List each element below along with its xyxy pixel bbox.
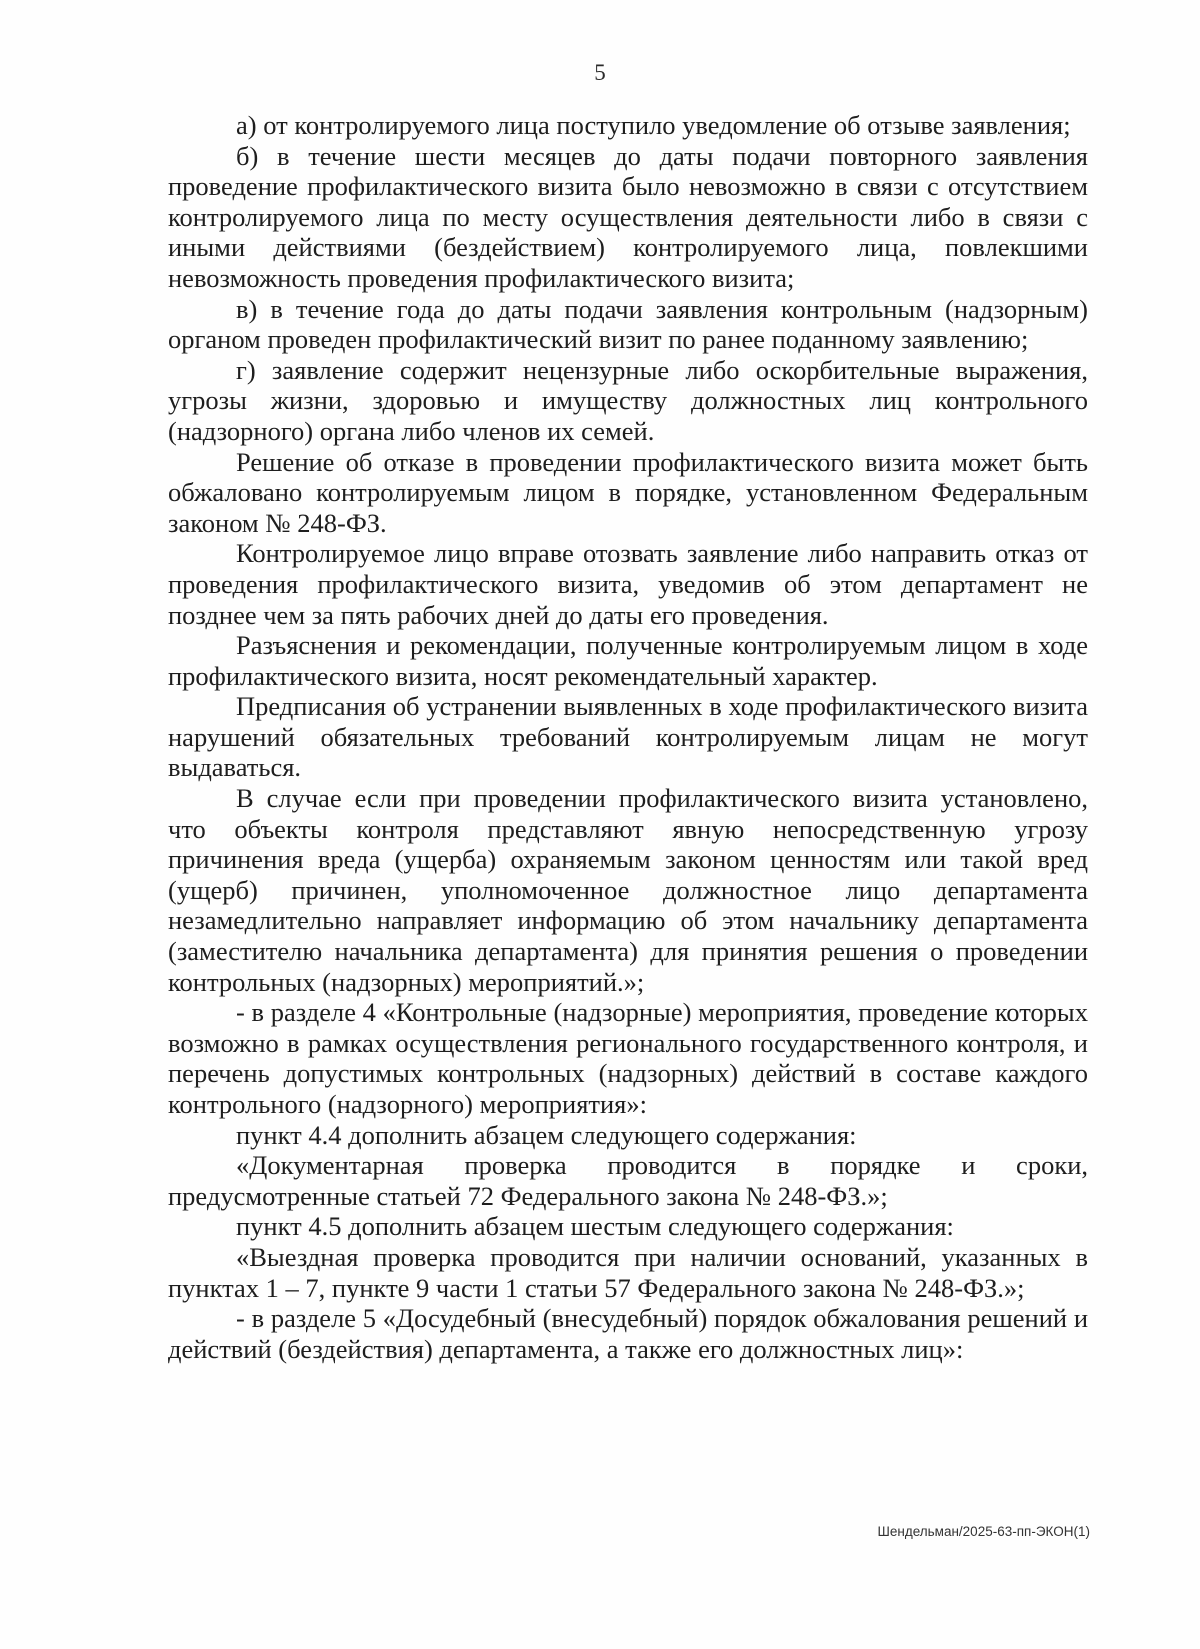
- paragraph-item-g: г) заявление содержит нецензурные либо оскорбительные выражения, угрозы жизни, здоровью и имуществу должностных лиц контрольного (надзорного) органа либо членов их семей.: [168, 354, 1088, 446]
- page-number: 5: [594, 60, 606, 85]
- paragraph-field-check: «Выездная проверка проводится при наличии оснований, указанных в пунктах 1 – 7, пункте 9 части 1 статьи 57 Федерального закона № 248-ФЗ.»;: [168, 1241, 1088, 1303]
- paragraph-documentary-check: «Документарная проверка проводится в порядке и сроки, предусмотренные статьей 72 Федерального закона № 248-ФЗ.»;: [168, 1150, 1088, 1211]
- document-body: [168, 110, 1088, 1364]
- paragraph-threat-case: В случае если при проведении профилактического визита установлено, что объекты контроля представляют явную непосредственную угрозу причинения вреда (ущерба) охраняемым законом ценностям или такой вред (ущерб) причинен, уполномоченное должностное лицо департамента незамедлительно направляет информацию об этом начальнику департамента (заместителю начальника департамента) для принятия решения о проведении контрольных (надзорных) мероприятий.»;: [168, 783, 1088, 997]
- paragraph-item-v: в) в течение года до даты подачи заявления контрольным (надзорным) органом проведен профилактический визит по ранее поданному заявлению;: [168, 293, 1088, 355]
- paragraph-item-b: б) в течение шести месяцев до даты подачи повторного заявления проведение профилактического визита было невозможно в связи с отсутствием контролируемого лица по месту осуществления деятельности либо в связи с иными действиями (бездействием) контролируемого лица, повлекшими невозможность проведения профилактического визита;: [168, 140, 1088, 293]
- paragraph-appeal: Решение об отказе в проведении профилактического визита может быть обжаловано контролируемым лицом в порядке, установленном Федеральным законом № 248-ФЗ.: [168, 446, 1088, 538]
- paragraph-clarifications: Разъяснения и рекомендации, полученные контролируемым лицом в ходе профилактического визита, носят рекомендательный характер.: [168, 630, 1088, 691]
- paragraph-section-4: - в разделе 4 «Контрольные (надзорные) мероприятия, проведение которых возможно в рамках осуществления регионального государственного контроля, и перечень допустимых контрольных (надзорных) действий в составе каждого контрольного (надзорного) мероприятия»:: [168, 997, 1088, 1119]
- paragraph-withdrawal: Контролируемое лицо вправе отозвать заявление либо направить отказ от проведения профилактического визита, уведомив об этом департамент не позднее чем за пять рабочих дней до даты его проведения.: [168, 538, 1088, 630]
- paragraph-item-a: а) от контролируемого лица поступило уведомление об отзыве заявления;: [236, 110, 1071, 140]
- document-code: Шендельман/2025-63-пп-ЭКОН(1): [877, 1524, 1090, 1539]
- paragraph-section-5: - в разделе 5 «Досудебный (внесудебный) порядок обжалования решений и действий (бездействия) департамента, а также его должностных лиц»:: [168, 1303, 1088, 1364]
- paragraph-point-4-4: пункт 4.4 дополнить абзацем следующего содержания:: [236, 1119, 857, 1150]
- paragraph-point-4-5: пункт 4.5 дополнить абзацем шестым следующего содержания:: [236, 1211, 954, 1242]
- paragraph-prescriptions: Предписания об устранении выявленных в ходе профилактического визита нарушений обязательных требований контролируемым лицам не могут выдаваться.: [168, 691, 1088, 783]
